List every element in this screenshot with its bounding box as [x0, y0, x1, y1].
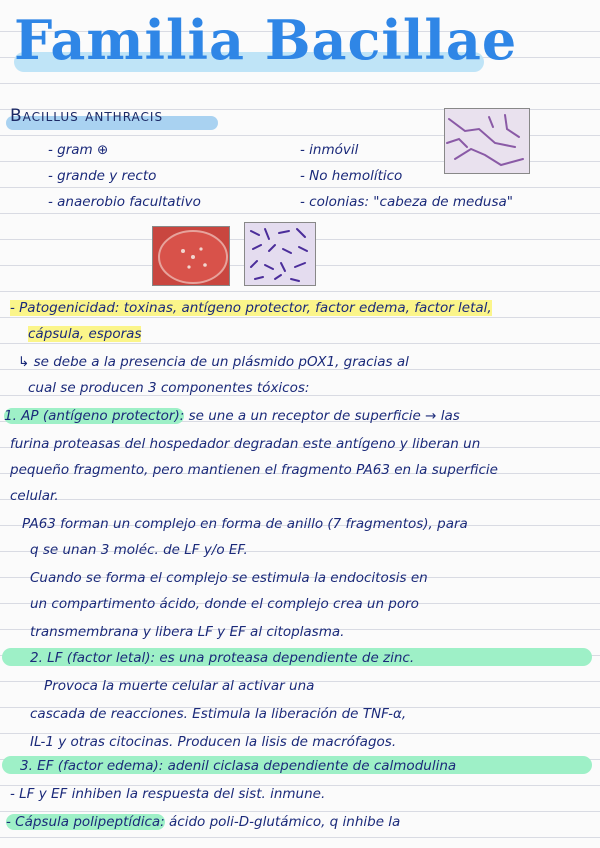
item-3-head: 3. EF (factor edema): adenil ciclasa dependiente de calmodulina	[20, 758, 457, 774]
feature-right-3: - colonias: "cabeza de medusa"	[300, 194, 514, 210]
section-subtitle: Bacillus anthracis	[10, 106, 164, 126]
feature-right-2: - No hemolítico	[300, 168, 403, 184]
plasmid-line-2: cual se producen 3 componentes tóxicos:	[28, 380, 310, 396]
pa63-line-4: un compartimento ácido, donde el complejo crea un poro	[30, 596, 419, 612]
gram-stain-image	[244, 222, 316, 286]
capsule-line: - Cápsula polipeptídica: ácido poli-D-glutámico, q inhibe la	[6, 814, 401, 830]
item-3-line-1: - LF y EF inhiben la respuesta del sist. inmune.	[10, 786, 326, 802]
blood-agar-plate-image	[152, 226, 230, 286]
bacilli-micrograph-image	[444, 108, 530, 174]
item-2-line-3: IL-1 y otras citocinas. Producen la lisis de macrófagos.	[30, 734, 397, 750]
feature-left-3: - anaerobio facultativo	[48, 194, 201, 210]
pa63-line-1: PA63 forman un complejo en forma de anillo (7 fragmentos), para	[22, 516, 468, 532]
pathogenicity-line-2: cápsula, esporas	[28, 326, 142, 342]
page-title: Familia Bacillae	[14, 8, 518, 72]
feature-right-1: - inmóvil	[300, 142, 359, 158]
feature-left-1: - gram ⊕	[48, 142, 109, 158]
item-2-head: 2. LF (factor letal): es una proteasa dependiente de zinc.	[30, 650, 415, 666]
item-1-line-4: celular.	[10, 488, 59, 504]
item-1-line-3: pequeño fragmento, pero mantienen el fragmento PA63 en la superficie	[10, 462, 498, 478]
item-1-line-2: furina proteasas del hospedador degradan este antígeno y liberan un	[10, 436, 481, 452]
plasmid-line-1: ↳ se debe a la presencia de un plásmido pOX1, gracias al	[18, 354, 409, 370]
pa63-line-5: transmembrana y libera LF y EF al citoplasma.	[30, 624, 345, 640]
item-1-line-1: 1. AP (antígeno protector): se une a un receptor de superficie → las	[4, 408, 460, 424]
pa63-line-2: q se unan 3 moléc. de LF y/o EF.	[30, 542, 248, 558]
item-2-line-2: cascada de reacciones. Estimula la liberación de TNF-α,	[30, 706, 407, 722]
pathogenicity-line-1: - Patogenicidad: toxinas, antígeno protector, factor edema, factor letal,	[10, 300, 492, 316]
item-2-line-1: Provoca la muerte celular al activar una	[44, 678, 315, 694]
pa63-line-3: Cuando se forma el complejo se estimula la endocitosis en	[30, 570, 428, 586]
feature-left-2: - grande y recto	[48, 168, 157, 184]
